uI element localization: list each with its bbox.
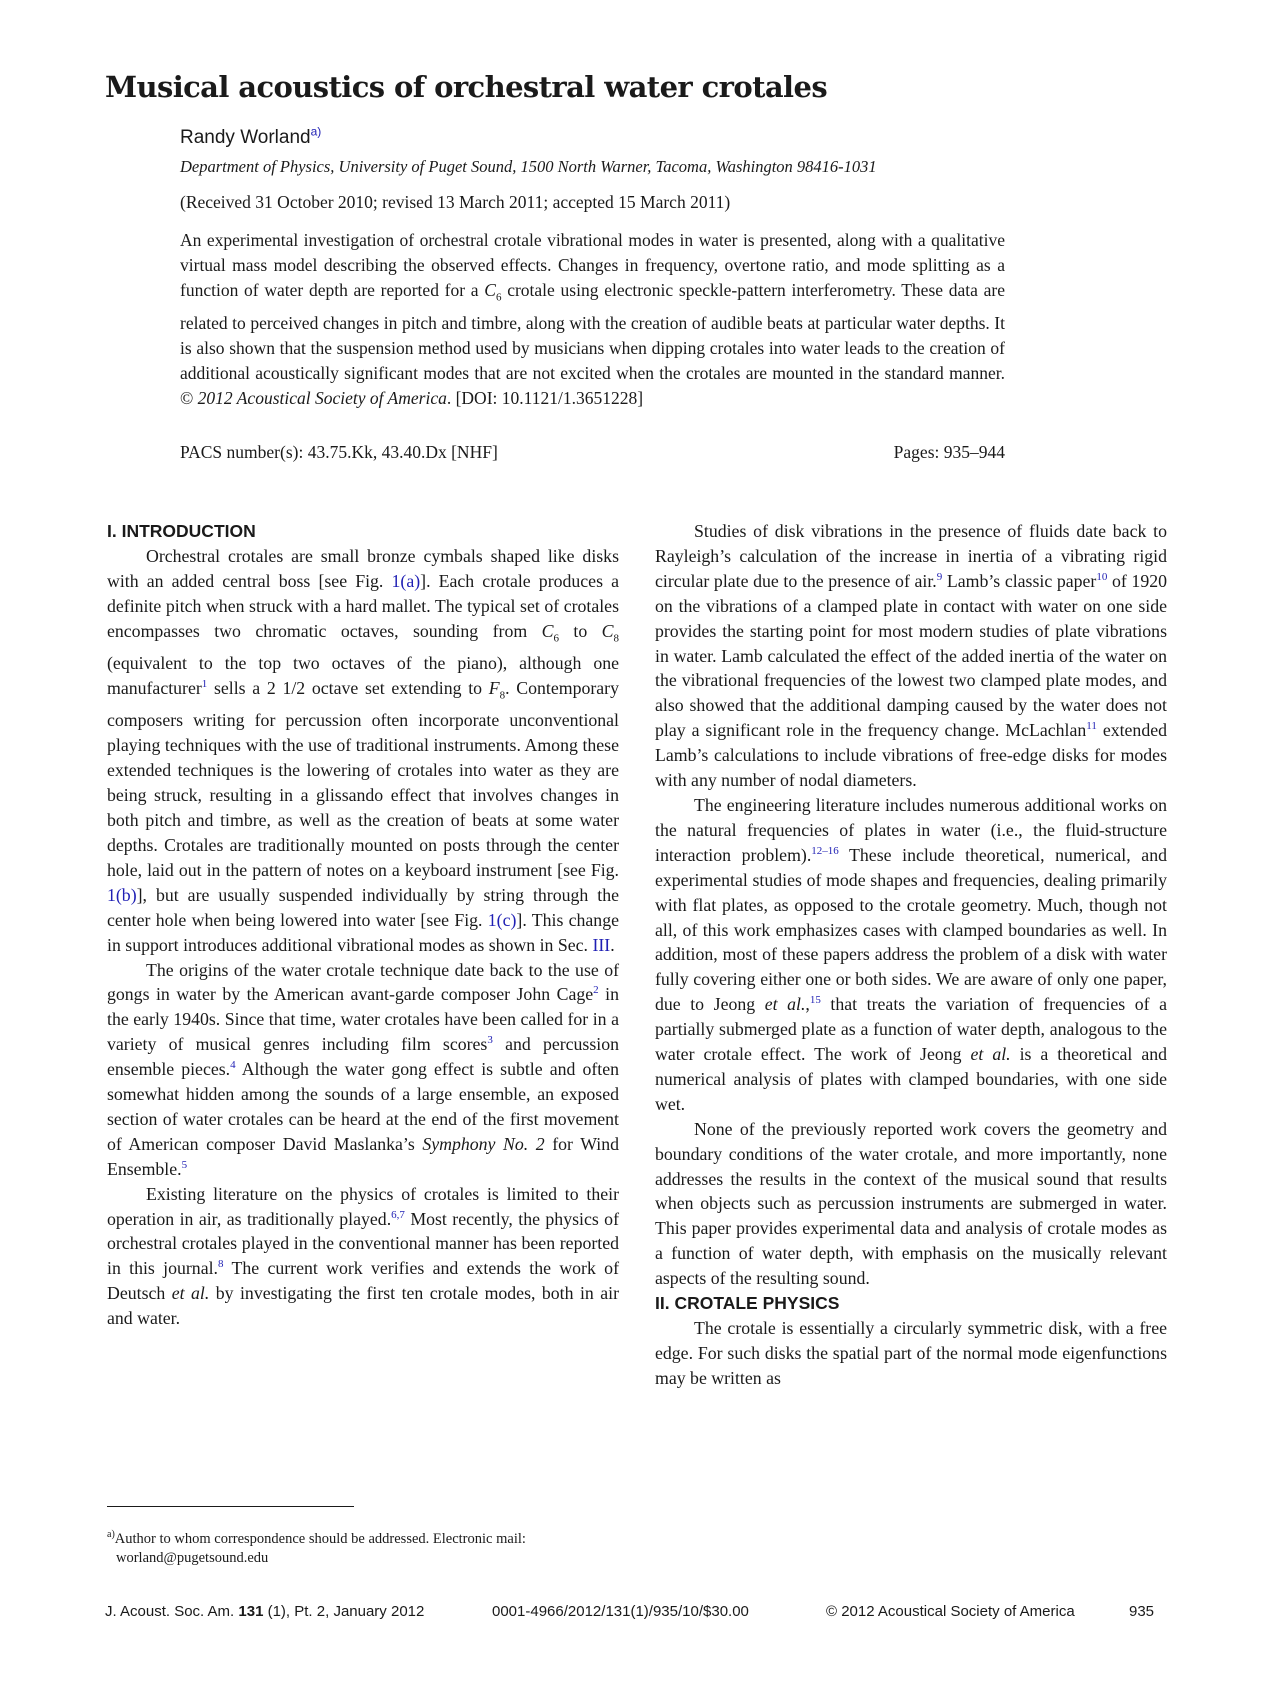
author-name [180,124,322,149]
abstract: An experimental investigation of orchestral crotale vibrational modes in water is presented, along with a qualitative virtual mass model describing the observed effects. Changes in frequency, overtone ratio, and mode splitting as a function of water depth are reported for a $C_6$ crotale using electronic speckle-pattern interferometry. These data are related to perceived changes in pitch and timbre, along with the creation of audible beats at particular water depths. It is also shown that the suspension method used by musicians when dipping crotales into water leads to the creation of additional acoustically significant modes that are not excited when the crotales are mounted in the standard manner. © 2012 Acoustical Society of America. [DOI: 10.1121/1.3651228] [180,230,1005,408]
fig-1b-link[interactable]: 1(b) [107,884,137,905]
paper-title: Musical acoustics of orchestral water crotales [105,70,828,104]
pacs-line [180,442,1005,463]
doi: . [DOI: 10.1121/1.3651228] [446,387,644,408]
ref-link[interactable]: 8 [217,1258,224,1271]
paragraph: Studies of disk vibrations in the presence of fluids date back to Rayleigh’s calculation of the increase in inertia of a vibrating rigid circular plate due to the presence of air.$^9$ Lamb’s classic paper$^{10}$ of 1920 on the vibrations of a clamped plate in contact with water on one side provides the starting point for most modern studies of plate vibrations in water. Lamb calculated the effect of the added inertia of the water on the vibrational frequencies of the lowest two clamped plate modes, and also showed that the additional damping caused by the water does not play a significant role in the frequency change. McLachlan$^{11}$ extended Lamb’s calculations to include vibrations of free-edge disks for modes with any number of nodal diameters. [655,521,1167,791]
ref-link[interactable]: 11 [1086,720,1097,733]
ref-link[interactable]: 15 [809,994,821,1007]
ref-link[interactable]: 10 [1096,570,1108,583]
section-heading-introduction: I. INTRODUCTION [107,521,256,541]
paragraph: None of the previously reported work covers the geometry and boundary conditions of the water crotale, and more importantly, none addresses the results in the context of the musical sound that results when objects such as percussion instruments are submerged in water. This paper provides experimental data and analysis of crotale modes as a function of water depth, with emphasis on the musically relevant aspects of the resulting sound. [655,1118,1167,1289]
affiliation: Department of Physics, University of Puget Sound, 1500 North Warner, Tacoma, Washington 98416-1031 [180,157,877,176]
footer-copyright: © 2012 Acoustical Society of America [826,1603,1075,1620]
ref-link[interactable]: 12–16 [811,844,839,857]
ref-link[interactable]: 6,7 [391,1208,405,1221]
paragraph: Existing literature on the physics of crotales is limited to their operation in air, as traditionally played.$^{6,7}$ Most recently, the physics of orchestral crotales played in the conventional manner has been reported in this journal.$^8$ The current work verifies and extends the work of Deutsch et al. by investigating the first ten crotale modes, both in air and water. [107,1183,619,1329]
paragraph: The crotale is essentially a circularly symmetric disk, with a free edge. For such disks the spatial part of the normal mode eigenfunctions may be written as [655,1318,1167,1388]
paragraph: The origins of the water crotale technique date back to the use of gongs in water by the American avant-garde composer John Cage$^2$ in the early 1940s. Since that time, water crotales have been called for in a variety of musical genres including film scores$^3$ and percussion ensemble pieces.$^4$ Although the water gong effect is subtle and often somewhat hidden among the sounds of a large ensemble, an exposed section of water crotales can be heard at the end of the first movement of American composer David Maslanka’s Symphony No. 2 for Wind Ensemble.$^5$ [107,959,619,1179]
right-column [655,519,1167,1391]
footer-journal: J. Acoust. Soc. Am. 131 (1), Pt. 2, January 2012 [105,1603,425,1620]
fig-1c-link[interactable]: 1(c) [487,909,517,930]
paragraph: Orchestral crotales are small bronze cymbals shaped like disks with an added central boss [see Fig. 1(a)]. Each crotale produces a definite pitch when struck with a hard mallet. The typical set of crotales encompasses two chromatic octaves, sounding from $C_6$ to $C_8$ (equivalent to the top two octaves of the piano), although one manufacturer$^1$ sells a 2 1/2 octave set extending to $F_8$. Contemporary composers writing for percussion often incorporate unconventional playing techniques with the use of traditional instruments. Among these extended techniques is the lowering of crotales into water as they are being struck, resulting in a glissando effect that involves changes in both pitch and timbre, as well as the creation of beats at some water depths. Crotales are traditionally mounted on posts through the center hole, laid out in the pattern of notes on a keyboard instrument [see Fig. 1(b)], but are usually suspended individually by string through the center hole when being lowered into water [see Fig. 1(c)]. This change in support introduces additional vibrational modes as shown in Sec. III. [107,545,620,955]
author-text: Randy Worland [180,127,311,148]
section-3-link[interactable]: III [592,934,611,955]
page-number: 935 [1129,1603,1155,1620]
ref-link[interactable]: 9 [936,570,943,583]
footnote: $^{a)}$Author to whom correspondence should be addressed. Electronic mail: worland@pugetsound.edu [107,1530,619,1568]
pacs-numbers: PACS number(s): 43.75.Kk, 43.40.Dx [NHF] [180,442,498,462]
ref-link[interactable]: 2 [593,984,599,997]
footer-code: 0001-4966/2012/131(1)/935/10/$30.00 [492,1603,749,1620]
author-email[interactable]: worland@pugetsound.edu [116,1550,269,1566]
ref-link[interactable]: 3 [487,1034,493,1047]
fig-1a-link[interactable]: 1(a) [391,570,421,591]
ref-link[interactable]: 1 [201,678,208,691]
ref-link[interactable]: 5 [181,1158,188,1171]
left-column [107,519,619,1331]
paragraph: The engineering literature includes numerous additional works on the natural frequencies of plates in water (i.e., the fluid-structure interaction problem).$^{12-16}$ These include theoretical, numerical, and experimental studies of mode shapes and frequencies, dealing primarily with flat plates, as opposed to the crotale geometry. Much, though not all, of this work emphasizes cases with clamped boundaries as well. In addition, most of these papers address the problem of a disk with water fully covering either one or both sides. We are aware of only one paper, due to Jeong et al.,$^{15}$ that treats the variation of frequencies of a partially submerged plate as a function of water depth, analogous to the water crotale effect. The work of Jeong et al. is a theoretical and numerical analysis of plates with clamped boundaries, with one side wet. [655,794,1167,1114]
author-footnote-link[interactable]: a) [310,124,322,139]
page-range: Pages: 935–944 [893,442,1005,462]
ref-link[interactable]: 4 [230,1059,236,1072]
footnote-divider [107,1506,354,1507]
section-heading-crotale-physics: II. CROTALE PHYSICS [655,1293,840,1314]
received-dates: (Received 31 October 2010; revised 13 March 2011; accepted 15 March 2011) [180,192,731,212]
